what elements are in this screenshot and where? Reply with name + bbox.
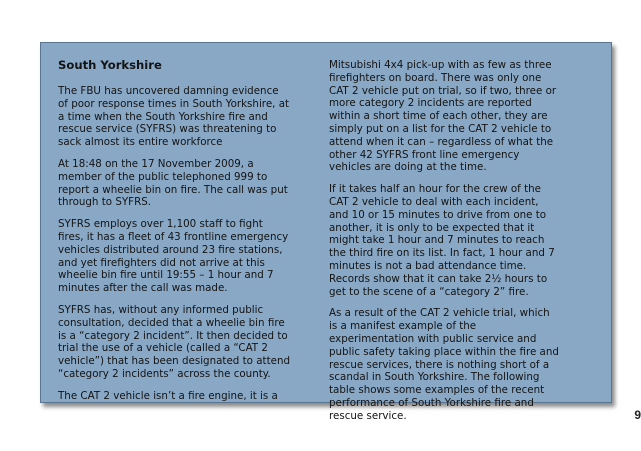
paragraph: SYFRS has, without any informed public consultation, decided that a wheelie bin fire is a “category 2 incident”. It then decided to trial the use of a vehicle (called a “CAT 2 vehicle”) that has been designated to attend “category 2 incidents” across the county. <box>58 303 291 380</box>
article-panel <box>40 42 612 422</box>
paragraph: SYFRS employs over 1,100 staff to fight fires, it has a fleet of 43 frontline emergency vehicles distributed around 23 fire stations, and yet firefighters did not arrive at this wheelie bin fire until 19:55 – 1 hour and 7 minutes after the call was made. <box>58 218 289 295</box>
paragraph: The CAT 2 vehicle isn’t a fire engine, it is a <box>58 389 278 402</box>
paragraph: At 18:48 on the 17 November 2009, a member of the public telephoned 999 to report a wheelie bin on fire. The call was put through to SYFRS. <box>58 157 288 209</box>
paragraph: As a result of the CAT 2 vehicle trial, which is a manifest example of the experimentation with public service and public safety taking place within the fire and rescue services, there is nothing short of a scandal in South Yorkshire. The following table shows some examples of the recent performance of South Yorkshire fire and rescue service. <box>329 307 559 422</box>
paragraph: The FBU has uncovered damning evidence of poor response times in South Yorkshire, at a time when the South Yorkshire fire and rescue service (SYFRS) was threatening to sack almost its entire workforce <box>58 85 290 149</box>
right-column <box>329 59 561 432</box>
article-heading: South Yorkshire <box>58 58 162 72</box>
paragraph: If it takes half an hour for the crew of the CAT 2 vehicle to deal with each incident, and 10 or 15 minutes to drive from one to another, it is only to be expected that it might take 1 hour and 7 minutes to reach the third fire on its list. In fact, 1 hour and 7 minutes is not a bad attendance time. Records show that it can take 2½ hours to get to the scene of a “category 2” fire. <box>329 183 555 298</box>
paragraph: Mitsubishi 4x4 pick-up with as few as three firefighters on board. There was only one CAT 2 vehicle put on trial, so if two, three or more category 2 incidents are reported within a short time of each other, they are simply put on a list for the CAT 2 vehicle to attend when it can – regardless of what the other 42 SYFRS front line emergency vehicles are doing at the time. <box>329 59 557 174</box>
page-number: 9 <box>634 408 641 422</box>
left-column <box>58 59 290 412</box>
